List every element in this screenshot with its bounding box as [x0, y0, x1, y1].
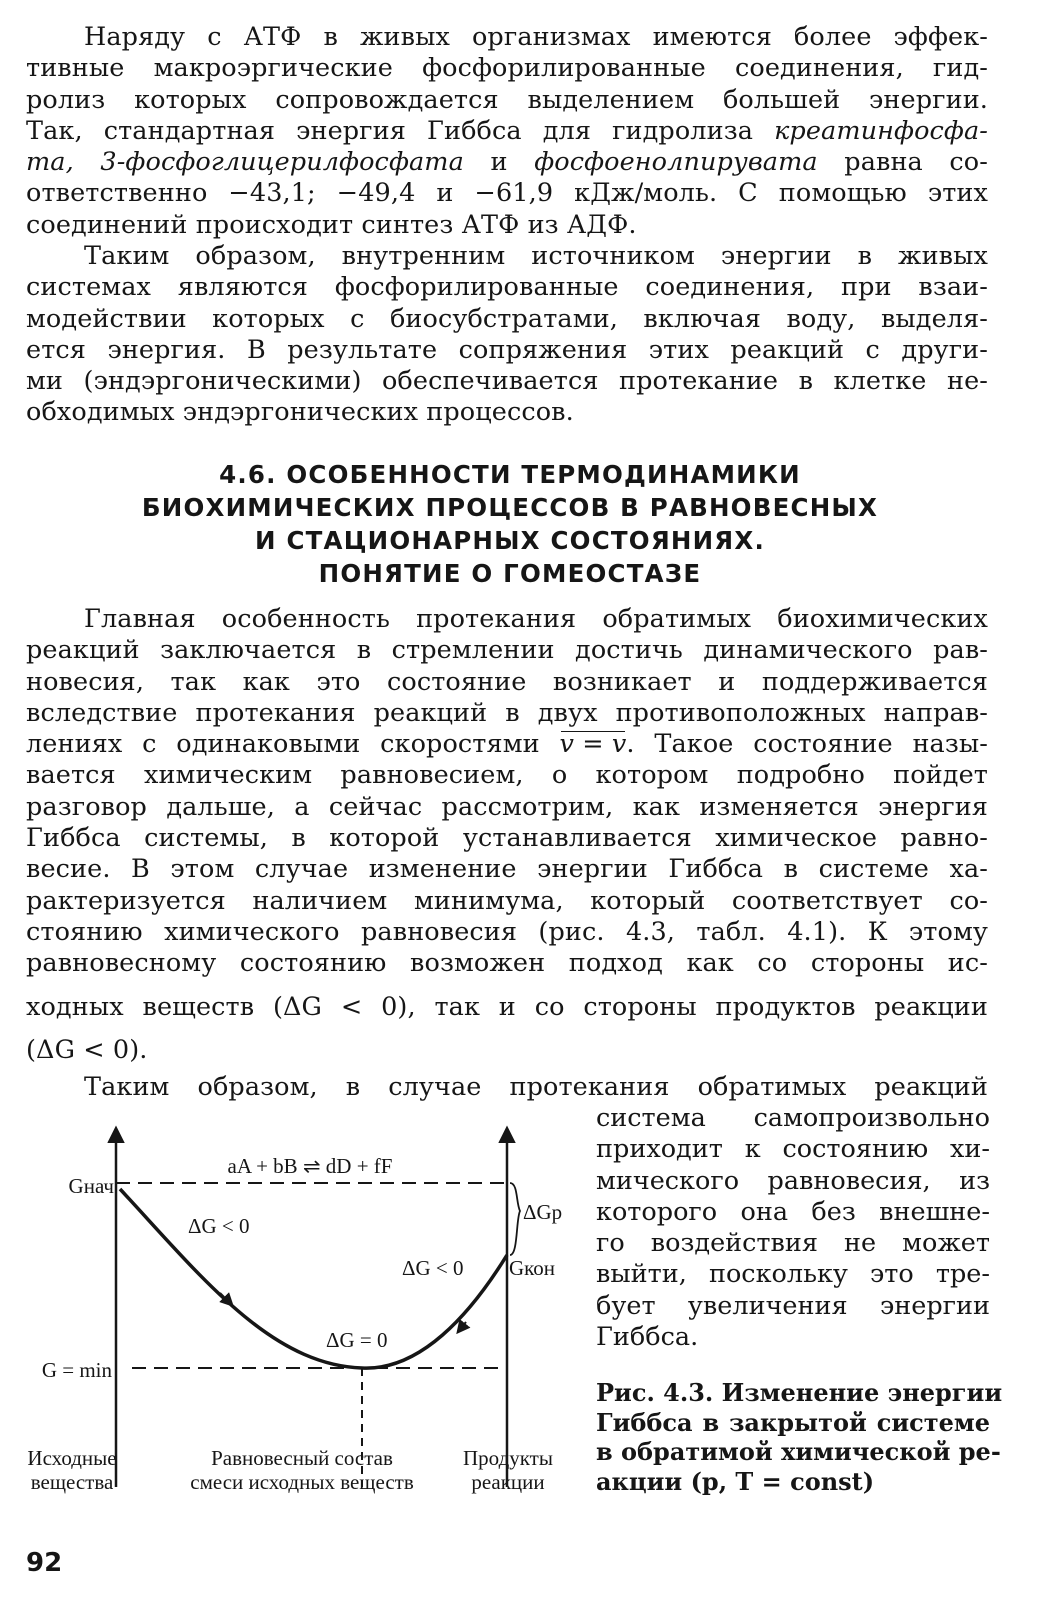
right-arrow-label: ΔG < 0	[402, 1256, 464, 1280]
caption-line: Рис. 4.3. Изменение энергии	[596, 1378, 1003, 1407]
text-line: выйти, поскольку это тре-	[596, 1259, 990, 1290]
right-curve-arrow	[458, 1322, 466, 1332]
heading-line: И СТАЦИОНАРНЫХ СОСТОЯНИЯХ.	[255, 526, 765, 555]
left-arrow-label: ΔG < 0	[188, 1214, 250, 1238]
text-line: разговор дальше, а сейчас рассмотрим, как изменяется энергия	[26, 791, 988, 822]
text-line: ется энергия. В результате сопряжения этих реакций с други-	[26, 334, 988, 365]
text-line: равновесному состоянию возможен подход как со стороны ис-	[26, 948, 988, 979]
text-line: Таким образом, внутренним источником энергии в живых	[84, 241, 988, 271]
paragraph-3	[26, 604, 988, 1066]
text-line: системах являются фосфорилированные соединения, при взаи-	[26, 272, 988, 303]
g-start-label: Gнач	[68, 1174, 114, 1198]
text-line: система самопроизвольно	[596, 1103, 990, 1133]
equilibrium-label: ΔG = 0	[326, 1328, 388, 1352]
text-line: весие. В этом случае изменение энергии Гиббса в системе ха-	[26, 854, 988, 885]
reaction-equation: aA + bB ⇌ dD + fF	[227, 1154, 393, 1178]
paragraph-4	[26, 1072, 988, 1103]
text-line: которого она без внешне-	[596, 1196, 990, 1227]
italic-term: фосфоенолпирувата	[534, 147, 818, 178]
page-number: 92	[26, 1548, 63, 1578]
text-line: (ΔG < 0).	[26, 1034, 148, 1065]
gibbs-energy-figure	[20, 1115, 580, 1505]
x-label-middle: смеси исходных веществ	[190, 1470, 414, 1494]
paragraph-2	[26, 241, 988, 429]
caption-line: в обратимой химической ре-	[596, 1437, 1001, 1466]
delta-gp-brace	[510, 1183, 520, 1255]
text-line: соединений происходит синтез АТФ из АДФ.	[26, 209, 637, 240]
text-line: обходимых эндэргонических процессов.	[26, 397, 574, 428]
paragraph-4-wrap	[596, 1103, 990, 1353]
velocity-equation: v = v	[559, 729, 627, 760]
text-line: го воздействия не может	[596, 1228, 990, 1259]
text-line: мического равновесия, из	[596, 1165, 990, 1196]
figure-caption	[596, 1378, 1003, 1496]
caption-line: акции (p, T = const)	[596, 1466, 875, 1496]
text-line: Таким образом, в случае протекания обратимых реакций	[84, 1072, 988, 1102]
x-label-middle: Равновесный состав	[211, 1446, 393, 1470]
text-line: ми (эндэргоническими) обеспечивается протекание в клетке не-	[26, 366, 988, 397]
text-line: модействии которых с биосубстратами, включая воду, выделя-	[26, 303, 988, 334]
text-line: стоянию химического равновесия (рис. 4.3, табл. 4.1). К этому	[26, 916, 988, 947]
italic-term: 3-фосфоглицерилфосфата	[100, 147, 464, 178]
text-line: ролиз которых сопровождается выделением большей энергии.	[26, 84, 988, 115]
x-label-right: реакции	[471, 1470, 545, 1494]
text-line: бует увеличения энергии	[596, 1290, 990, 1321]
x-label-left: Исходные	[27, 1446, 117, 1470]
text-line: лениях с одинаковыми скоростями v = v. Такое состояние назы-	[26, 729, 988, 760]
text-line: вается химическим равновесием, о котором подробно пойдет	[26, 760, 988, 791]
text-line: Гиббса.	[596, 1322, 699, 1353]
text-line: рактеризуется наличием минимума, который соответствует со-	[26, 885, 988, 916]
g-end-label: Gкон	[509, 1256, 556, 1280]
x-label-right: Продукты	[463, 1446, 553, 1470]
delta-gp-label: ΔGр	[523, 1200, 563, 1224]
section-heading	[60, 458, 960, 590]
x-label-left: вещества	[30, 1470, 114, 1494]
heading-line: БИОХИМИЧЕСКИХ ПРОЦЕССОВ В РАВНОВЕСНЫХ	[141, 493, 879, 522]
text-line: Главная особенность протекания обратимых биохимических	[84, 604, 988, 634]
caption-line: Гиббса в закрытой системе	[596, 1407, 990, 1437]
text-line: Наряду с АТФ в живых организмах имеются более эффек-	[84, 22, 988, 52]
text-line: приходит к состоянию хи-	[596, 1134, 990, 1165]
text-line: ответственно −43,1; −49,4 и −61,9 кДж/моль. С помощью этих	[26, 178, 988, 209]
left-curve-arrow	[220, 1293, 232, 1305]
text-line: тивные макроэргические фосфорилированные соединения, гид-	[26, 53, 988, 84]
text-line: та, 3-фосфоглицерилфосфата и фосфоенолпирувата равна со-	[26, 147, 988, 178]
text-line: реакций заключается в стремлении достичь динамического рав-	[26, 635, 988, 666]
text-line: Так, стандартная энергия Гиббса для гидролиза креатинфосфа-	[26, 115, 988, 146]
heading-line: 4.6. ОСОБЕННОСТИ ТЕРМОДИНАМИКИ	[219, 460, 801, 489]
text-line: ходных веществ (ΔG < 0), так и со стороны продуктов реакции	[26, 991, 988, 1022]
text-line: новесия, так как это состояние возникает и поддерживается	[26, 666, 988, 697]
italic-term: креатинфосфа-	[774, 115, 988, 146]
text-line: Гиббса системы, в которой устанавливается химическое равно-	[26, 823, 988, 854]
g-min-label: G = min	[41, 1358, 112, 1382]
text-line: вследствие протекания реакций в двух противоположных направ-	[26, 697, 988, 728]
heading-line: ПОНЯТИЕ О ГОМЕОСТАЗЕ	[318, 559, 702, 588]
paragraph-1	[26, 22, 988, 241]
